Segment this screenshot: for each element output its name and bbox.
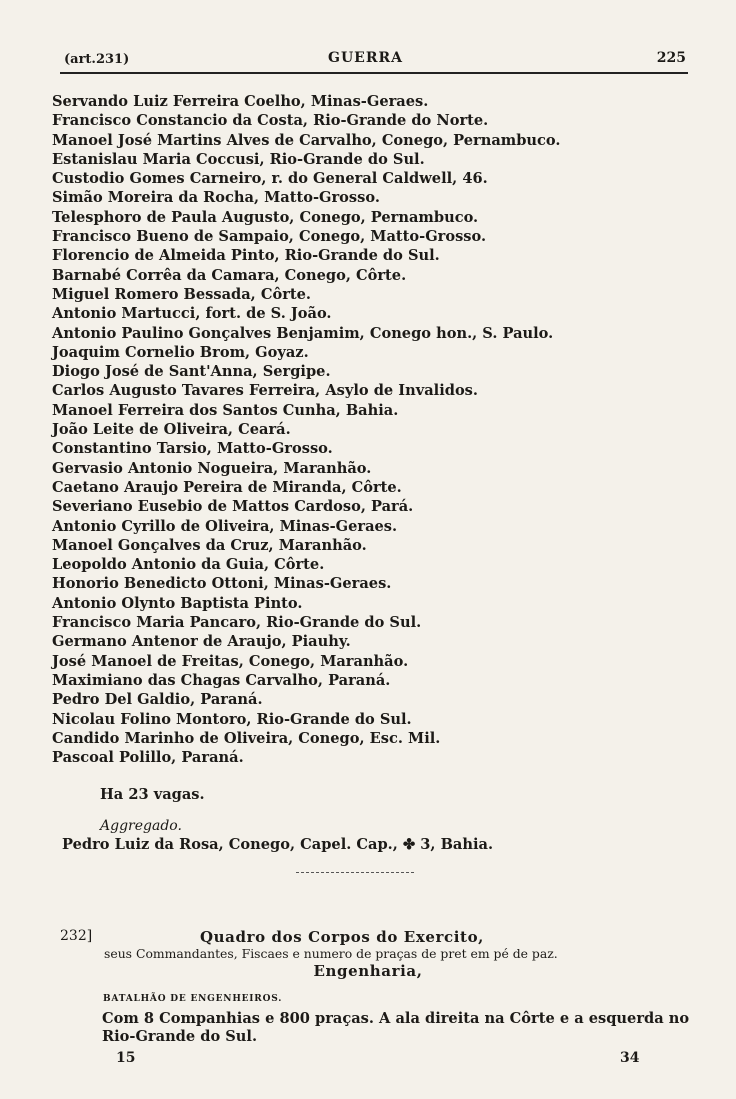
aggregado-label: Aggregado. — [100, 818, 182, 834]
list-item: Pedro Del Galdio, Paraná. — [52, 691, 263, 709]
list-item: José Manoel de Freitas, Conego, Maranhão. — [52, 652, 409, 670]
section-separator — [296, 872, 414, 873]
list-item: Manoel Ferreira dos Santos Cunha, Bahia. — [52, 401, 399, 419]
list-item: Gervasio Antonio Nogueira, Maranhão. — [52, 459, 372, 477]
list-item: Antonio Martucci, fort. de S. João. — [52, 305, 332, 323]
section-heading: Engenharia, — [313, 962, 423, 980]
page-header — [64, 50, 686, 72]
list-item: Leopoldo Antonio da Guia, Côrte. — [52, 556, 325, 574]
list-item: Honorio Benedicto Ottoni, Minas-Geraes. — [52, 575, 392, 593]
list-item: Candido Marinho de Oliveira, Conego, Esc. Mil. — [52, 729, 441, 747]
list-item: Antonio Cyrillo de Oliveira, Minas-Geraes. — [52, 517, 398, 535]
aggregado-entry-text: Pedro Luiz da Rosa, Conego, Capel. Cap., — [62, 836, 403, 853]
list-item: Francisco Constancio da Costa, Rio-Grande do Norte. — [52, 112, 489, 130]
page-number: 225 — [656, 50, 686, 66]
list-item: Maximiano das Chagas Carvalho, Paraná. — [52, 671, 391, 689]
list-item: Antonio Olynto Baptista Pinto. — [52, 594, 303, 612]
battalion-heading: BATALHÃO DE ENGENHEIROS. — [103, 994, 283, 1004]
section-number: 232] — [60, 928, 93, 944]
list-item: Joaquim Cornelio Brom, Goyaz. — [52, 343, 309, 361]
list-item: Florencio de Almeida Pinto, Rio-Grande do Sul. — [52, 247, 440, 265]
cross-ornament-icon: ✤ — [402, 836, 416, 853]
article-reference: (art.231) — [64, 52, 130, 67]
aggregado-entry-end: 3, Bahia. — [415, 836, 494, 853]
list-item: Caetano Araujo Pereira de Miranda, Côrte. — [52, 478, 402, 496]
list-item: Custodio Gomes Carneiro, r. do General Caldwell, 46. — [52, 170, 488, 188]
header-rule — [60, 72, 688, 74]
list-item: Francisco Maria Pancaro, Rio-Grande do Sul. — [52, 614, 422, 632]
list-item: Telesphoro de Paula Augusto, Conego, Pernambuco. — [52, 208, 479, 226]
list-item: Pascoal Polillo, Paraná. — [52, 749, 244, 767]
list-item: Manoel José Martins Alves de Carvalho, Conego, Pernambuco. — [52, 131, 561, 149]
section-subtitle: seus Commandantes, Fiscaes e numero de praças de pret em pé de paz. — [104, 946, 558, 961]
aggregado-entry — [62, 836, 493, 853]
list-item: Diogo José de Sant'Anna, Sergipe. — [52, 363, 331, 381]
list-item: Francisco Bueno de Sampaio, Conego, Matto-Grosso. — [52, 228, 487, 246]
list-item: Miguel Romero Bessada, Côrte. — [52, 285, 311, 303]
battalion-description: Com 8 Companhias e 800 praças. A ala direita na Côrte e a esquerda no Rio-Grande do Sul. — [102, 1010, 690, 1045]
name-list — [52, 92, 561, 767]
list-item: Antonio Paulino Gonçalves Benjamim, Conego hon., S. Paulo. — [52, 324, 554, 342]
list-item: Barnabé Corrêa da Camara, Conego, Côrte. — [52, 266, 407, 284]
list-item: Severiano Eusebio de Mattos Cardoso, Pará. — [52, 498, 414, 516]
list-item: Germano Antenor de Araujo, Piauhy. — [52, 633, 351, 651]
footer-left-number: 15 — [116, 1050, 136, 1066]
list-item: Manoel Gonçalves da Cruz, Maranhão. — [52, 536, 367, 554]
list-item: João Leite de Oliveira, Ceará. — [52, 421, 291, 439]
list-item: Servando Luiz Ferreira Coelho, Minas-Geraes. — [52, 93, 429, 110]
list-item: Carlos Augusto Tavares Ferreira, Asylo de Invalidos. — [52, 382, 478, 400]
footer-right-number: 34 — [620, 1050, 640, 1066]
section-title: Quadro dos Corpos do Exercito, — [200, 928, 485, 946]
running-title: GUERRA — [328, 50, 403, 66]
list-item: Constantino Tarsio, Matto-Grosso. — [52, 440, 333, 458]
list-item: Nicolau Folino Montoro, Rio-Grande do Sul. — [52, 710, 412, 728]
list-item: Simão Moreira da Rocha, Matto-Grosso. — [52, 189, 380, 207]
vacancies-note: Ha 23 vagas. — [100, 786, 205, 803]
list-item: Estanislau Maria Coccusi, Rio-Grande do Sul. — [52, 150, 425, 168]
